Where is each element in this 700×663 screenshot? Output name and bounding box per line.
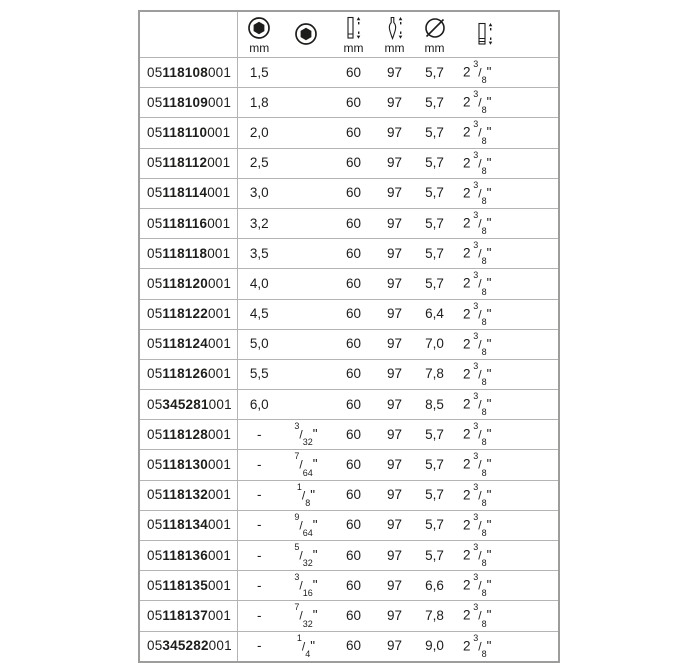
diameter-icon	[422, 16, 448, 41]
overall-length-value: 97	[376, 88, 413, 118]
diameter-value: 5,7	[413, 239, 456, 269]
article-prefix: 05	[147, 457, 163, 473]
article-core: 118137	[162, 607, 208, 623]
table-row	[139, 359, 559, 389]
hex-size-mm: 5,0	[237, 329, 281, 359]
diameter-value: 5,7	[413, 450, 456, 480]
diameter-value: 7,0	[413, 329, 456, 359]
table-row	[139, 178, 559, 208]
blade-length-value: 60	[331, 359, 376, 389]
article-suffix: 001	[207, 426, 232, 442]
hex-size-inch: $^5/_{32}$"	[281, 541, 331, 571]
table-row	[139, 450, 559, 480]
article-prefix: 05	[147, 487, 163, 503]
article-number	[139, 299, 237, 329]
overall-length-value: 97	[376, 420, 413, 450]
article-prefix: 05	[147, 547, 163, 563]
overall-length-value: 97	[376, 450, 413, 480]
article-suffix: 001	[207, 124, 231, 140]
article-suffix: 001	[207, 306, 232, 322]
article-number	[139, 88, 237, 118]
diameter-column-header	[413, 11, 456, 58]
article-suffix: 001	[207, 275, 232, 291]
article-prefix: 05	[147, 124, 163, 140]
article-prefix: 05	[147, 185, 163, 201]
article-prefix: 05	[147, 607, 163, 623]
hex-size-mm: -	[237, 450, 281, 480]
handle-length-value: 2 $^3/_8$"	[456, 208, 559, 238]
handle-length-value: 2 $^3/_8$"	[456, 269, 559, 299]
hex-size-inch	[281, 390, 331, 420]
hex-size-mm-column-header	[237, 11, 281, 58]
handle-length-value: 2 $^3/_8$"	[456, 450, 559, 480]
article-suffix: 001	[207, 607, 232, 623]
blade-length-value: 60	[331, 88, 376, 118]
unit-label: mm	[249, 41, 270, 55]
diameter-value: 8,5	[413, 390, 456, 420]
table-row	[139, 541, 559, 571]
handle-length-value: 2 $^3/_8$"	[456, 510, 559, 540]
article-number	[139, 148, 237, 178]
article-core: 118128	[162, 426, 208, 442]
hex-size-mm: 4,0	[237, 269, 281, 299]
article-core: 118118	[162, 245, 208, 261]
blade-length-value: 60	[331, 390, 376, 420]
table-row	[139, 631, 559, 662]
hex-size-inch: $^7/_{32}$"	[281, 601, 331, 631]
blade-length-value: 60	[331, 480, 376, 510]
hex-size-inch	[281, 359, 331, 389]
blade-length-value: 60	[331, 541, 376, 571]
article-prefix: 05	[147, 366, 163, 382]
overall-length-value: 97	[376, 359, 413, 389]
hex-size-mm: 1,5	[249, 64, 269, 80]
blade-length-value: 60	[331, 178, 376, 208]
article-suffix: 001	[207, 366, 232, 382]
article-number	[139, 510, 237, 540]
hex-size-inch: $^1/_8$"	[281, 480, 331, 510]
article-number	[139, 601, 237, 631]
overall-length-value: 97	[376, 269, 413, 299]
article-number	[139, 178, 237, 208]
hex-size-mm: -	[237, 571, 281, 601]
hex-socket-icon	[246, 16, 272, 41]
blade-length-value: 60	[331, 269, 376, 299]
table-row	[139, 571, 559, 601]
handle-length-value: 2 $^3/_8$"	[456, 148, 559, 178]
handle-length-value: 2 $^3/_8$"	[463, 59, 492, 86]
overall-length-value: 97	[376, 390, 413, 420]
article-core: 345282	[162, 638, 209, 654]
overall-length-value: 97	[376, 239, 413, 269]
handle-length-column-header	[456, 11, 559, 58]
blade-length-value: 60	[331, 208, 376, 238]
diameter-value: 5,7	[413, 269, 456, 299]
unit-label: mm	[384, 41, 405, 55]
article-core: 118126	[162, 366, 208, 382]
table-row	[139, 148, 559, 178]
article-suffix: 001	[207, 487, 232, 503]
hex-size-mm: -	[237, 480, 281, 510]
handle-length-value: 2 $^3/_8$"	[456, 118, 559, 148]
article-prefix: 05	[147, 638, 163, 654]
blade-tip-length-column-header	[376, 11, 413, 58]
hex-size-inch	[281, 299, 331, 329]
overall-length-value: 97	[376, 148, 413, 178]
article-core: 118134	[162, 517, 208, 533]
article-prefix: 05	[147, 396, 163, 412]
article-core: 345281	[162, 396, 209, 412]
article-number	[139, 390, 237, 420]
hex-size-mm: 2,0	[237, 118, 281, 148]
hex-size-inch: $^7/_{64}$"	[281, 450, 331, 480]
article-number	[139, 631, 237, 662]
article-core: 118116	[162, 215, 208, 231]
hex-size-inch	[281, 208, 331, 238]
article-suffix: 001	[207, 155, 231, 171]
unit-label: mm	[343, 41, 364, 55]
article-number	[139, 208, 237, 238]
overall-length-value: 97	[376, 631, 413, 662]
article-core: 118120	[162, 275, 208, 291]
blade-length-column-header	[331, 11, 376, 58]
diameter-value: 6,6	[413, 571, 456, 601]
handle-length-icon	[474, 22, 498, 47]
diameter-value: 5,7	[413, 88, 456, 118]
table-row	[139, 239, 559, 269]
table-row	[139, 118, 559, 148]
article-prefix: 05	[147, 245, 163, 261]
article-core: 118110	[162, 124, 208, 140]
blade-length-value: 60	[331, 239, 376, 269]
hex-size-inch	[281, 88, 331, 118]
hex-size-inch: $^3/_{16}$"	[281, 571, 331, 601]
article-prefix: 05	[147, 64, 163, 80]
diameter-value: 5,7	[413, 148, 456, 178]
diameter-value: 5,7	[413, 178, 456, 208]
overall-length-value: 97	[376, 541, 413, 571]
table-row	[139, 420, 559, 450]
handle-length-value: 2 $^3/_8$"	[456, 480, 559, 510]
article-core: 118135	[162, 577, 208, 593]
hex-size-inch: $^3/_{32}$"	[281, 420, 331, 450]
article-core: 118114	[162, 185, 208, 201]
article-prefix: 05	[147, 94, 163, 110]
article-suffix: 001	[207, 577, 232, 593]
article-suffix: 001	[207, 547, 232, 563]
hex-size-inch-column-header	[281, 11, 331, 58]
handle-length-value: 2 $^3/_8$"	[456, 239, 559, 269]
overall-length-value: 97	[376, 510, 413, 540]
table-row	[139, 390, 559, 420]
hex-size-mm: 1,8	[237, 88, 281, 118]
hex-size-mm: -	[237, 631, 281, 662]
blade-length-icon	[343, 16, 365, 41]
handle-length-value: 2 $^3/_8$"	[456, 359, 559, 389]
diameter-value: 5,7	[413, 480, 456, 510]
diameter-value: 5,7	[413, 541, 456, 571]
article-core: 118112	[162, 155, 208, 171]
article-core: 118108	[162, 64, 208, 80]
table-row	[139, 480, 559, 510]
table-row	[139, 208, 559, 238]
table-row	[139, 329, 559, 359]
hex-size-inch	[281, 329, 331, 359]
handle-length-value: 2 $^3/_8$"	[456, 541, 559, 571]
diameter-value: 6,4	[413, 299, 456, 329]
overall-length-value: 97	[376, 299, 413, 329]
blade-length-value: 60	[331, 450, 376, 480]
diameter-value: 5,7	[413, 208, 456, 238]
hex-size-mm: 5,5	[237, 359, 281, 389]
article-suffix: 001	[207, 185, 231, 201]
article-prefix: 05	[147, 306, 163, 322]
article-suffix: 001	[207, 457, 232, 473]
handle-length-value: 2 $^3/_8$"	[456, 178, 559, 208]
handle-length-value: 2 $^3/_8$"	[456, 88, 559, 118]
blade-length-value: 60	[331, 571, 376, 601]
diameter-value: 9,0	[413, 631, 456, 662]
hex-size-inch	[281, 239, 331, 269]
blade-length-value: 60	[331, 299, 376, 329]
article-number	[139, 58, 237, 88]
spec-table	[138, 10, 560, 663]
blade-length-value: 60	[331, 631, 376, 662]
hex-size-mm: 4,5	[237, 299, 281, 329]
blade-length-value: 60	[345, 64, 362, 80]
article-core: 118132	[162, 487, 208, 503]
article-number	[139, 541, 237, 571]
diameter-value: 7,8	[413, 601, 456, 631]
hex-size-mm: -	[237, 510, 281, 540]
hex-size-mm: 3,2	[237, 208, 281, 238]
article-number	[139, 239, 237, 269]
article-column-header	[139, 11, 237, 58]
article-prefix: 05	[147, 426, 163, 442]
handle-length-value: 2 $^3/_8$"	[456, 571, 559, 601]
article-prefix: 05	[147, 336, 163, 352]
article-number	[139, 269, 237, 299]
overall-length-value: 97	[376, 208, 413, 238]
article-core: 118124	[162, 336, 208, 352]
article-suffix: 001	[208, 396, 232, 412]
handle-length-value: 2 $^3/_8$"	[456, 601, 559, 631]
table-row	[139, 299, 559, 329]
handle-length-value: 2 $^3/_8$"	[456, 299, 559, 329]
article-suffix: 001	[207, 64, 232, 80]
article-core: 118136	[162, 547, 208, 563]
hex-size-inch: $^1/_4$"	[281, 631, 331, 662]
table-row	[139, 601, 559, 631]
blade-length-value: 60	[331, 601, 376, 631]
hex-size-inch	[281, 58, 331, 88]
diameter-value: 5,7	[413, 510, 456, 540]
article-number	[139, 450, 237, 480]
hex-size-mm: -	[237, 601, 281, 631]
hex-socket-icon	[293, 22, 319, 47]
blade-length-value: 60	[331, 148, 376, 178]
handle-length-value: 2 $^3/_8$"	[456, 329, 559, 359]
hex-size-mm: -	[237, 420, 281, 450]
hex-size-inch: $^9/_{64}$"	[281, 510, 331, 540]
hex-size-mm: 3,0	[237, 178, 281, 208]
overall-length-value: 97	[376, 480, 413, 510]
article-suffix: 001	[207, 94, 232, 110]
blade-length-value: 60	[331, 420, 376, 450]
overall-length-value: 97	[376, 178, 413, 208]
table-row	[139, 269, 559, 299]
article-number	[139, 329, 237, 359]
hex-size-mm: 6,0	[237, 390, 281, 420]
hex-size-inch	[281, 269, 331, 299]
overall-length-value: 97	[386, 64, 403, 80]
blade-length-value: 60	[331, 510, 376, 540]
hex-size-inch	[281, 178, 331, 208]
unit-label: mm	[424, 41, 445, 55]
handle-length-value: 2 $^3/_8$"	[456, 390, 559, 420]
overall-length-value: 97	[376, 118, 413, 148]
article-suffix: 001	[207, 336, 232, 352]
article-number	[139, 359, 237, 389]
overall-length-value: 97	[376, 329, 413, 359]
hex-size-inch	[281, 148, 331, 178]
diameter-value: 5,7	[413, 118, 456, 148]
article-prefix: 05	[147, 517, 163, 533]
article-suffix: 001	[207, 517, 232, 533]
article-suffix: 001	[207, 215, 231, 231]
header-row	[139, 11, 559, 58]
article-core: 118130	[162, 457, 208, 473]
article-number	[139, 480, 237, 510]
blade-tip-length-icon	[384, 16, 406, 41]
article-core: 118109	[162, 94, 208, 110]
table-row	[139, 58, 559, 88]
handle-length-value: 2 $^3/_8$"	[456, 631, 559, 662]
table-row	[139, 88, 559, 118]
article-prefix: 05	[147, 577, 163, 593]
blade-length-value: 60	[331, 329, 376, 359]
table-row	[139, 510, 559, 540]
article-prefix: 05	[147, 155, 163, 171]
article-suffix: 001	[208, 638, 232, 654]
diameter-value: 5,7	[413, 420, 456, 450]
article-prefix: 05	[147, 275, 163, 291]
article-suffix: 001	[207, 245, 231, 261]
blade-length-value: 60	[331, 118, 376, 148]
hex-size-mm: -	[237, 541, 281, 571]
hex-size-mm: 2,5	[237, 148, 281, 178]
article-number	[139, 118, 237, 148]
article-core: 118122	[162, 306, 208, 322]
hex-size-mm: 3,5	[237, 239, 281, 269]
diameter-value: 5,7	[425, 64, 444, 80]
overall-length-value: 97	[376, 601, 413, 631]
hex-size-inch	[281, 118, 331, 148]
diameter-value: 7,8	[413, 359, 456, 389]
article-number	[139, 571, 237, 601]
article-number	[139, 420, 237, 450]
overall-length-value: 97	[376, 571, 413, 601]
handle-length-value: 2 $^3/_8$"	[456, 420, 559, 450]
article-prefix: 05	[147, 215, 163, 231]
